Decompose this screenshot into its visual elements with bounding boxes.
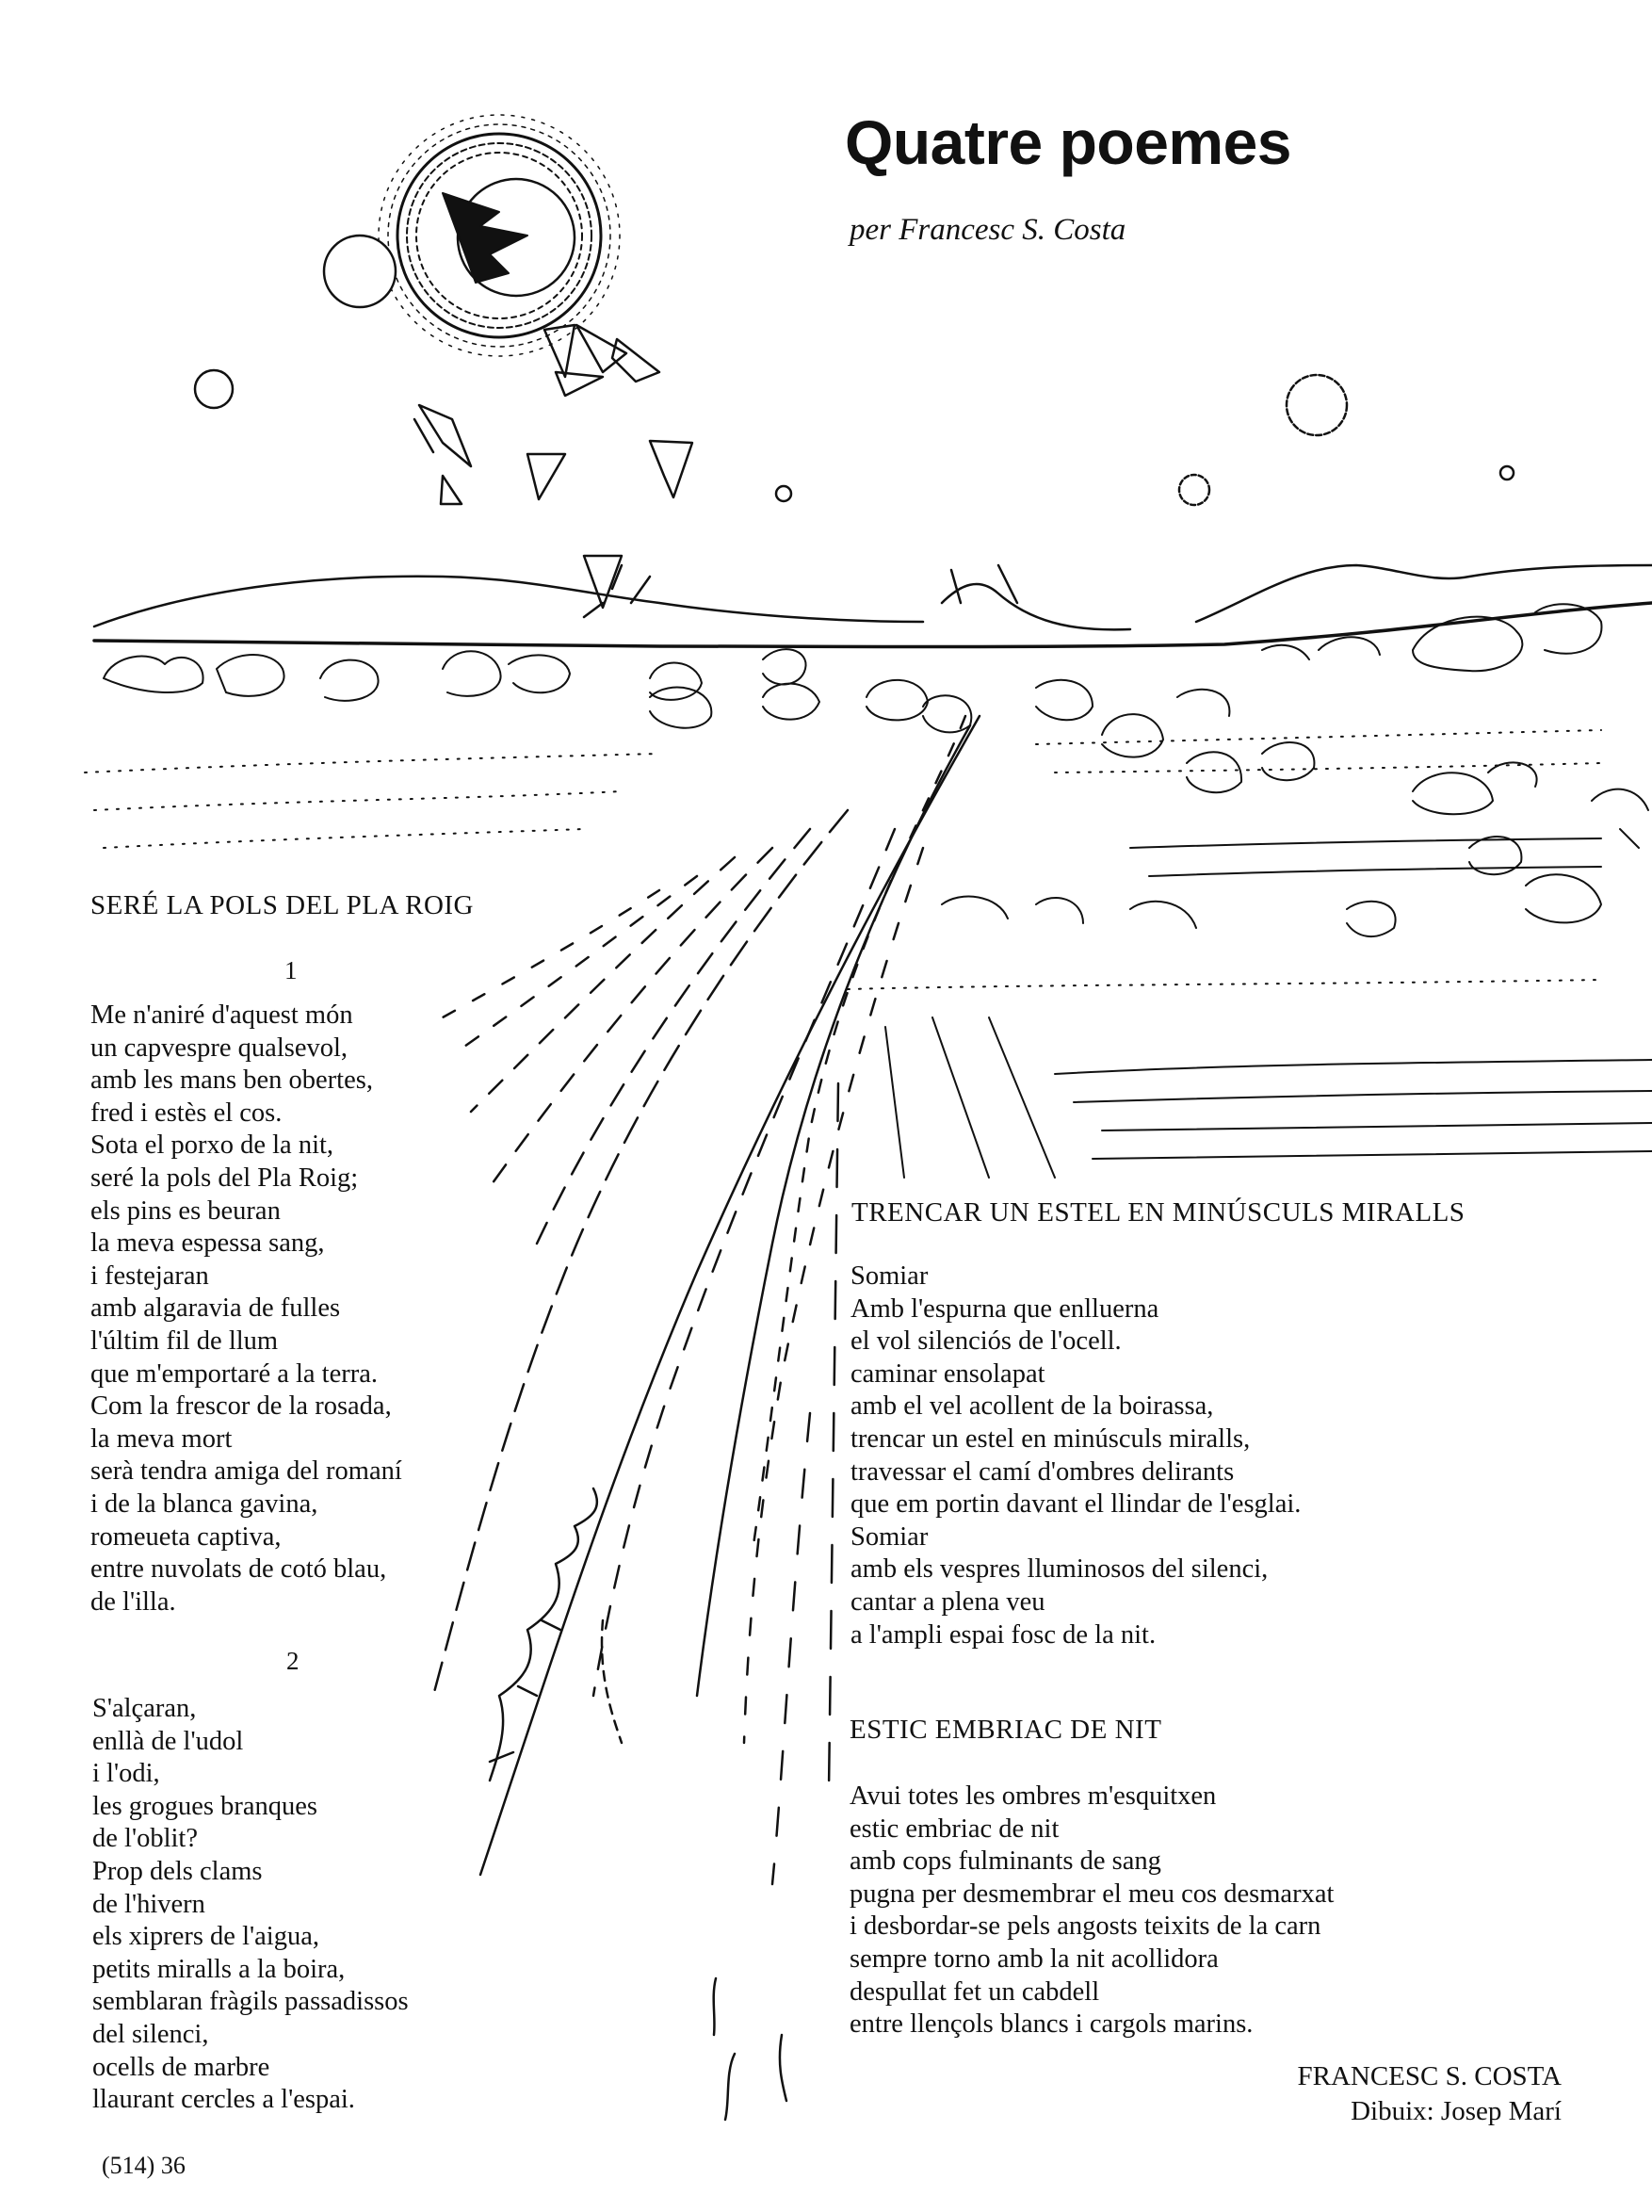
poem-3-title: ESTIC EMBRIAC DE NIT — [850, 1715, 1162, 1745]
poem-line: l'últim fil de llum — [90, 1326, 279, 1356]
artist-signature — [490, 1488, 597, 1781]
poem-line: i festejaran — [90, 1261, 209, 1291]
poem-1-section-1-lines — [90, 1000, 402, 1618]
poem-3-lines — [850, 1781, 1334, 2041]
poem-line: que m'emportaré a la terra. — [90, 1358, 379, 1389]
poem-line: Somiar — [850, 1261, 929, 1291]
author-signature: FRANCESC S. COSTA — [1297, 2061, 1562, 2091]
poem-1-section-2-lines — [92, 1693, 409, 2117]
poem-line: estic embriac de nit — [850, 1814, 1060, 1844]
poem-line: enllà de l'udol — [92, 1726, 244, 1756]
poem-1-title: SERÉ LA POLS DEL PLA ROIG — [90, 890, 474, 920]
page-title: Quatre poemes — [845, 107, 1291, 177]
falling-stones — [195, 325, 1514, 608]
poem-line: les grogues branques — [92, 1791, 318, 1821]
poem-1-section-1-number: 1 — [284, 956, 298, 984]
poem-line: els xiprers de l'aigua, — [92, 1922, 319, 1952]
poem-line: a l'ampli espai fosc de la nit. — [850, 1619, 1157, 1650]
poem-line: els pins es beuran — [90, 1195, 281, 1226]
poem-line: sempre torno amb la nit acollidora — [850, 1944, 1219, 1974]
poem-line: el vol silenciós de l'ocell. — [850, 1326, 1122, 1357]
poem-line: seré la pols del Pla Roig; — [90, 1163, 359, 1193]
credits — [1297, 2059, 1562, 2129]
poem-line: semblaran fràgils passadissos — [92, 1987, 409, 2017]
poem-line: amb les mans ben obertes, — [90, 1065, 373, 1096]
horizon-hills — [94, 565, 1652, 647]
poem-line: entre llençols blancs i cargols marins. — [850, 2009, 1254, 2040]
poem-line: despullat fet un cabdell — [850, 1976, 1100, 2007]
poem-line: de l'hivern — [92, 1889, 205, 1919]
field-lines — [885, 838, 1652, 1178]
poem-line: romeueta captiva, — [90, 1521, 282, 1552]
poem-line: Sota el porxo de la nit, — [90, 1130, 334, 1161]
poem-line: que em portin davant el llindar de l'esglai. — [850, 1489, 1302, 1520]
poem-line: i de la blanca gavina, — [90, 1488, 318, 1519]
poem-line: del silenci, — [92, 2019, 209, 2049]
illustration-credit: Dibuix: Josep Marí — [1351, 2096, 1562, 2126]
poem-line: la meva mort — [90, 1423, 233, 1454]
author-byline: per Francesc S. Costa — [850, 213, 1126, 247]
poem-line: fred i estès el cos. — [90, 1098, 283, 1128]
poem-line: de l'oblit? — [92, 1824, 198, 1854]
poem-line: cantar a plena veu — [850, 1586, 1045, 1617]
poem-line: Amb l'espurna que enlluerna — [850, 1293, 1159, 1324]
poem-line: un capvespre qualsevol, — [90, 1033, 348, 1063]
poem-line: amb cops fulminants de sang — [850, 1846, 1161, 1877]
poem-line: travessar el camí d'ombres delirants — [850, 1456, 1235, 1487]
poem-line: pugna per desmembrar el meu cos desmarxat — [850, 1879, 1335, 1909]
poem-line: amb el vel acollent de la boirassa, — [850, 1391, 1214, 1422]
poem-line: Com la frescor de la rosada, — [90, 1391, 392, 1422]
poem-line: i desbordar-se pels angosts teixits de la carn — [850, 1911, 1321, 1942]
poem-line: trencar un estel en minúsculs miralls, — [850, 1423, 1251, 1454]
poem-line: amb els vespres lluminosos del silenci, — [850, 1554, 1269, 1585]
poem-line: ocells de marbre — [92, 2052, 270, 2082]
poem-line: serà tendra amiga del romaní — [90, 1456, 402, 1487]
poem-line: Avui totes les ombres m'esquitxen — [850, 1781, 1217, 1811]
poem-1-section-2-number: 2 — [286, 1647, 300, 1675]
poem-2-lines — [850, 1261, 1301, 1651]
poem-line: llaurant cercles a l'espai. — [92, 2085, 355, 2115]
poem-line: de l'illa. — [90, 1586, 176, 1617]
poem-line: la meva espessa sang, — [90, 1228, 325, 1259]
poem-line: Me n'aniré d'aquest món — [90, 1000, 353, 1030]
poem-2-title: TRENCAR UN ESTEL EN MINÚSCULS MIRALLS — [851, 1197, 1466, 1228]
page-number: (514) 36 — [102, 2152, 186, 2179]
poem-line: petits miralls a la boira, — [92, 1954, 346, 1984]
poem-line: amb algaravia de fulles — [90, 1293, 341, 1324]
moon-drawing — [324, 115, 620, 356]
poem-line: Somiar — [850, 1521, 929, 1552]
tree-row — [104, 604, 1648, 936]
poem-line: i l'odi, — [92, 1759, 160, 1789]
poem-line: caminar ensolapat — [850, 1358, 1045, 1389]
poem-line: entre nuvolats de cotó blau, — [90, 1554, 387, 1585]
poem-line: Prop dels clams — [92, 1856, 263, 1886]
poem-line: S'alçaran, — [92, 1694, 197, 1723]
